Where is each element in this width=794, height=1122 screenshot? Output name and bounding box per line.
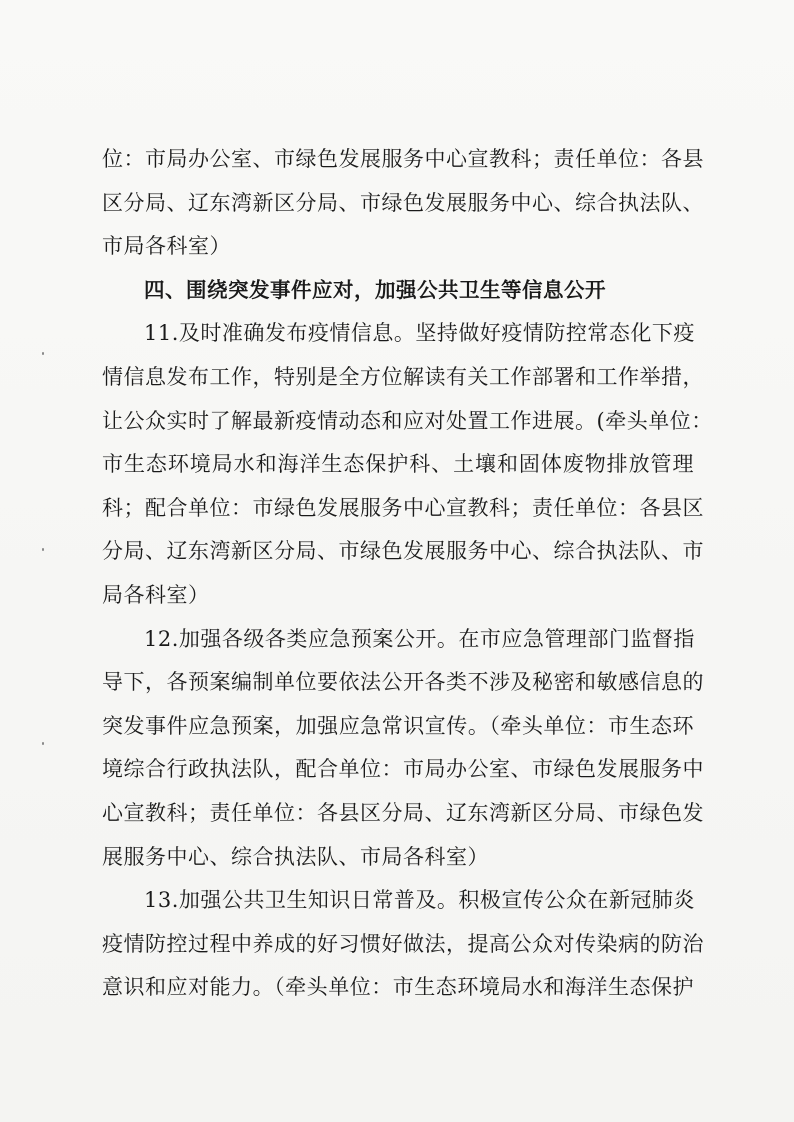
text-line: 境综合行政执法队，配合单位：市局办公室、市绿色发展服务中 [102, 757, 704, 782]
paragraph-start-13: 13.加强公共卫生知识日常普及。积极宣传公众在新冠肺炎 [144, 888, 695, 913]
text-line: 位：市局办公室、市绿色发展服务中心宣教科；责任单位：各县 [102, 147, 704, 171]
text-line: 分局、辽东湾新区分局、市绿色发展服务中心、综合执法队、市 [102, 539, 704, 564]
text-line: 市局各科室） [102, 234, 231, 259]
paragraph-start-11: 11.及时准确发布疫情信息。坚持做好疫情防控常态化下疫 [144, 321, 695, 346]
scan-speck [42, 742, 44, 745]
scan-speck [42, 548, 44, 551]
text-line: 情信息发布工作，特别是全方位解读有关工作部署和工作举措， [102, 364, 704, 389]
document-body [102, 138, 713, 1010]
text-line: 局各科室） [102, 582, 210, 607]
text-line: 让公众实时了解最新疫情动态和应对处置工作进展。(牵头单位： [102, 408, 713, 433]
text-line: 展服务中心、综合执法队、市局各科室） [102, 844, 489, 869]
text-line: 意识和应对能力。（牵头单位：市生态环境局水和海洋生态保护 [102, 975, 694, 1000]
text-line: 疫情防控过程中养成的好习惯好做法，提高公众对传染病的防治 [102, 931, 704, 956]
text-line: 市生态环境局水和海洋生态保护科、土壤和固体废物排放管理 [102, 452, 694, 477]
text-line: 科；配合单位：市绿色发展服务中心宣教科；责任单位：各县区 [102, 495, 704, 520]
text-line: 突发事件应急预案，加强应急常识宣传。（牵头单位：市生态环 [102, 713, 694, 738]
paragraph-start-12: 12.加强各级各类应急预案公开。在市应急管理部门监督指 [144, 626, 695, 651]
section-heading: 四、围绕突发事件应对，加强公共卫生等信息公开 [144, 277, 606, 302]
text-line: 导下，各预案编制单位要依法公开各类不涉及秘密和敏感信息的 [102, 670, 704, 695]
text-line: 心宣教科；责任单位：各县区分局、辽东湾新区分局、市绿色发 [102, 800, 704, 825]
text-line: 区分局、辽东湾新区分局、市绿色发展服务中心、综合执法队、 [102, 190, 704, 215]
scan-speck [42, 352, 44, 355]
